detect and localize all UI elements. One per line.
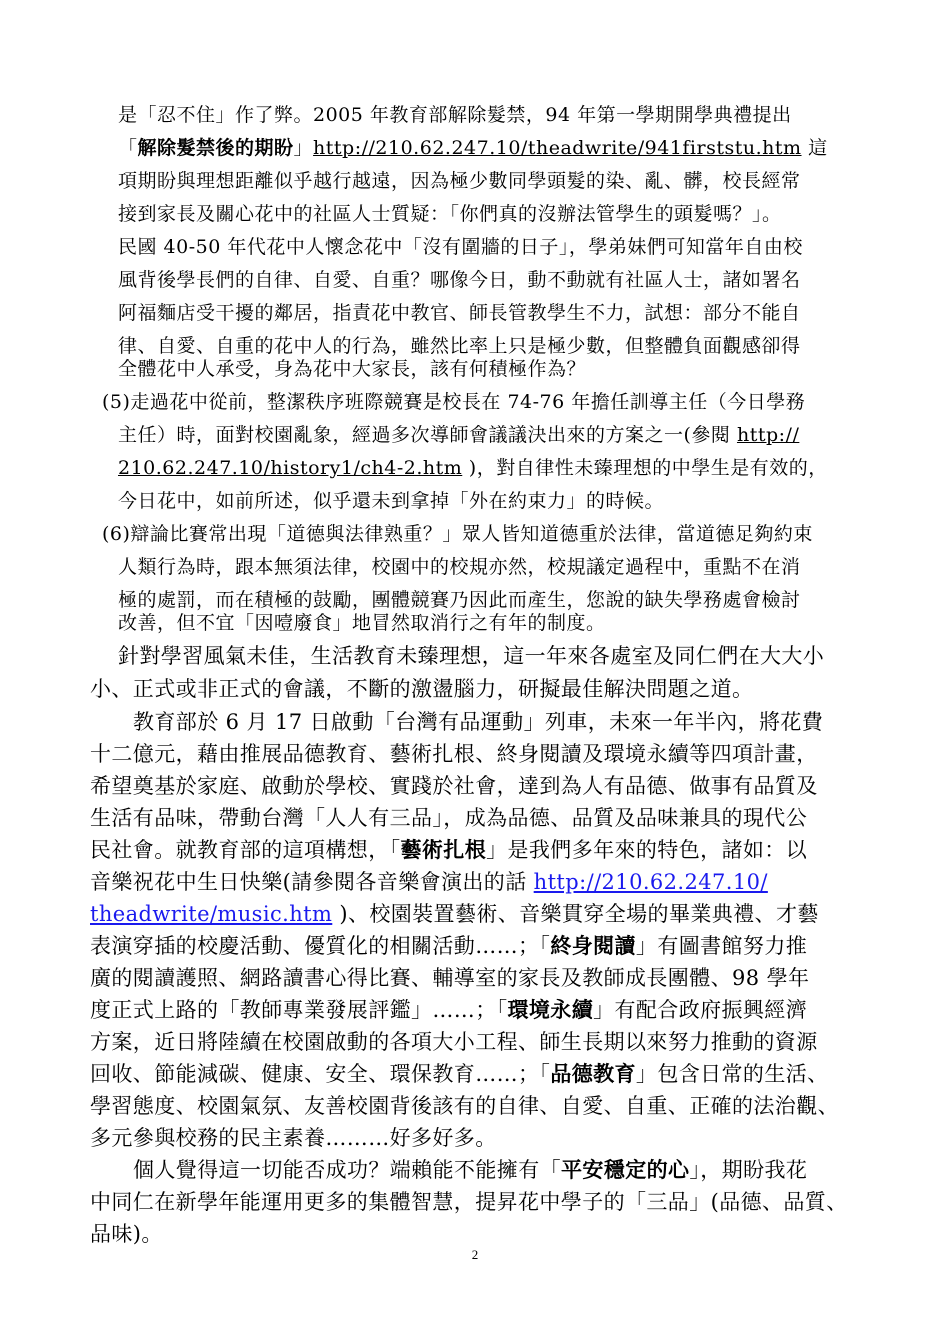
para2-line-11: 方案，近日將陸續在校園啟動的各項大小工程、師生長期以來努力推動的資源 (90, 1030, 818, 1054)
para2-line-12-b: 」包含日常的生活、 (635, 1062, 829, 1086)
item4-line-5: 民國 40-50 年代花中人懷念花中「沒有圍牆的日子」，學弟妹們可知當年自由校 (118, 236, 803, 258)
para2-line-10-b: 」有配合政府振興經濟 (593, 998, 808, 1022)
music-link-part1[interactable]: http://210.62.247.10/ (533, 870, 768, 894)
para2-line-10 (90, 994, 807, 1024)
music-link-part2[interactable]: theadwrite/music.htm (90, 902, 333, 926)
para2-line-9: 廣的閱讀護照、網路讀書心得比賽、輔導室的家長及教師成長團體、98 學年 (90, 966, 810, 990)
para2-line-5-a: 民社會。就教育部的這項構想，「 (90, 838, 401, 862)
character-education-title: 品德教育 (550, 1061, 636, 1086)
item4-line-3: 項期盼與理想距離似乎越行越遠，因為極少數同學頭髮的染、亂、髒，校長經常 (118, 170, 801, 192)
para3-line-1-b: 」，期盼我花 (689, 1158, 808, 1182)
para2-line-7 (90, 898, 819, 928)
item5-line-4: 今日花中，如前所述，似乎還未到拿掉「外在約束力」的時候。 (118, 490, 665, 512)
item5-line-2-text: 主任）時，面對校園亂象，經過多次導師會議議決出來的方案之一(參閱 (118, 424, 737, 446)
para2-line-7-b: )、校園裝置藝術、音樂貫穿全場的畢業典禮、才藝 (332, 902, 819, 926)
quote-open: 「 (118, 137, 138, 159)
para2-line-2: 十二億元，藉由推展品德教育、藝術扎根、終身閱讀及環境永續等四項計畫， (90, 742, 818, 766)
para2-line-12-a: 回收、節能減碳、健康、安全、環保教育……；「 (90, 1062, 551, 1086)
para2-line-5-b: 」是我們多年來的特色，諸如：以 (486, 838, 808, 862)
item4-line-2 (118, 133, 828, 160)
history-link-part1[interactable]: http:// (736, 424, 800, 446)
item5-line-1: (5)走過花中從前，整潔秩序班際競賽是校長在 74-76 年擔任訓導主任（今日學務 (102, 391, 806, 413)
item6-line-3: 極的處罰，而在積極的鼓勵，團體競賽乃因此而產生，您說的缺失學務處會檢討 (118, 589, 801, 611)
para2-line-8 (90, 930, 807, 960)
lifelong-reading-title: 終身閱讀 (550, 933, 636, 958)
para2-line-8-b: 」有圖書館努力推 (635, 934, 808, 958)
para2-line-12 (90, 1058, 829, 1088)
para2-line-13: 學習態度、校園氣氛、友善校園背後該有的自律、自愛、自重、正確的法治觀、 (90, 1094, 839, 1118)
sustainability-title: 環境永續 (507, 997, 594, 1022)
item4-line-9: 全體花中人承受，身為花中大家長，該有何積極作為？ (118, 358, 587, 380)
item4-line-4: 接到家長及關心花中的社區人士質疑：「你們真的沒辦法管學生的頭髮嗎？」。 (118, 203, 782, 225)
para1-line-2: 小、正式或非正式的會議，不斷的激盪腦力，研擬最佳解決問題之道。 (90, 677, 754, 701)
para3-line-3: 品味)。 (90, 1222, 163, 1246)
para2-line-1: 教育部於 6 月 17 日啟動「台灣有品運動」列車，未來一年半內，將花費 (133, 710, 824, 734)
para2-line-6-a: 音樂祝花中生日快樂(請參閱各音樂會演出的話 (90, 870, 534, 894)
firststu-link[interactable]: http://210.62.247.10/theadwrite/941firststu.htm (313, 137, 802, 159)
para2-line-3: 希望奠基於家庭、啟動於學校、實踐於社會，達到為人有品德、做事有品質及 (90, 774, 818, 798)
history-link-part2[interactable]: 210.62.247.10/history1/ch4-2.htm (118, 457, 463, 479)
hair-ban-title: 解除髮禁後的期盼 (137, 137, 294, 159)
para3-line-1 (133, 1154, 807, 1184)
item6-line-2: 人類行為時，跟本無須法律，校園中的校規亦然，校規議定過程中，重點不在消 (118, 556, 801, 578)
page-number: 2 (471, 1247, 479, 1262)
item6-line-1: (6)辯論比賽常出現「道德與法律熟重？」眾人皆知道德重於法律，當道德足夠約束 (102, 523, 813, 545)
para1-line-1: 針對學習風氣未佳，生活教育未臻理想，這一年來各處室及同仁們在大大小 (118, 644, 825, 668)
para3-line-2: 中同仁在新學年能運用更多的集體智慧，提昇花中學子的「三品」(品德、品質、 (90, 1190, 848, 1214)
item6-line-4: 改善，但不宜「因噎廢食」地冒然取消行之有年的制度。 (118, 612, 606, 634)
item5-line-3-tail: )，對自律性未臻理想的中學生是有效的， (462, 457, 828, 479)
item4-line-8: 律、自愛、自重的花中人的行為，雖然比率上只是極少數，但整體負面觀感卻得 (118, 335, 801, 357)
para3-line-1-a: 個人覺得這一切能否成功？端賴能不能擁有「 (133, 1158, 561, 1182)
item4-line-7: 阿福麵店受干擾的鄰居，指責花中教官、師長管教學生不力，試想：部分不能自 (118, 302, 801, 324)
item4-line-6: 風背後學長們的自律、自愛、自重？哪像今日，動不動就有社區人士，諸如署名 (118, 269, 801, 291)
item5-line-3 (118, 453, 828, 480)
item4-line-1: 是「忍不住」作了弊。2005 年教育部解除髮禁，94 年第一學期開學典禮提出 (118, 104, 792, 126)
para2-line-5 (90, 834, 807, 864)
arts-roots-title: 藝術扎根 (400, 837, 487, 862)
stable-mind-title: 平安穩定的心 (561, 1157, 690, 1182)
quote-close: 」 (293, 137, 314, 159)
item5-line-2 (118, 420, 799, 447)
item4-line-2-tail: 這 (801, 137, 828, 159)
para2-line-6 (90, 866, 768, 896)
para2-line-10-a: 度正式上路的「教師專業發展評鑑」……；「 (90, 998, 508, 1022)
para2-line-14: 多元參與校務的民主素養………好多好多。 (90, 1126, 497, 1150)
para2-line-8-a: 表演穿插的校慶活動、優質化的相關活動……；「 (90, 934, 551, 958)
para2-line-4: 生活有品味，帶動台灣「人人有三品」，成為品德、品質及品味兼具的現代公 (90, 806, 808, 830)
